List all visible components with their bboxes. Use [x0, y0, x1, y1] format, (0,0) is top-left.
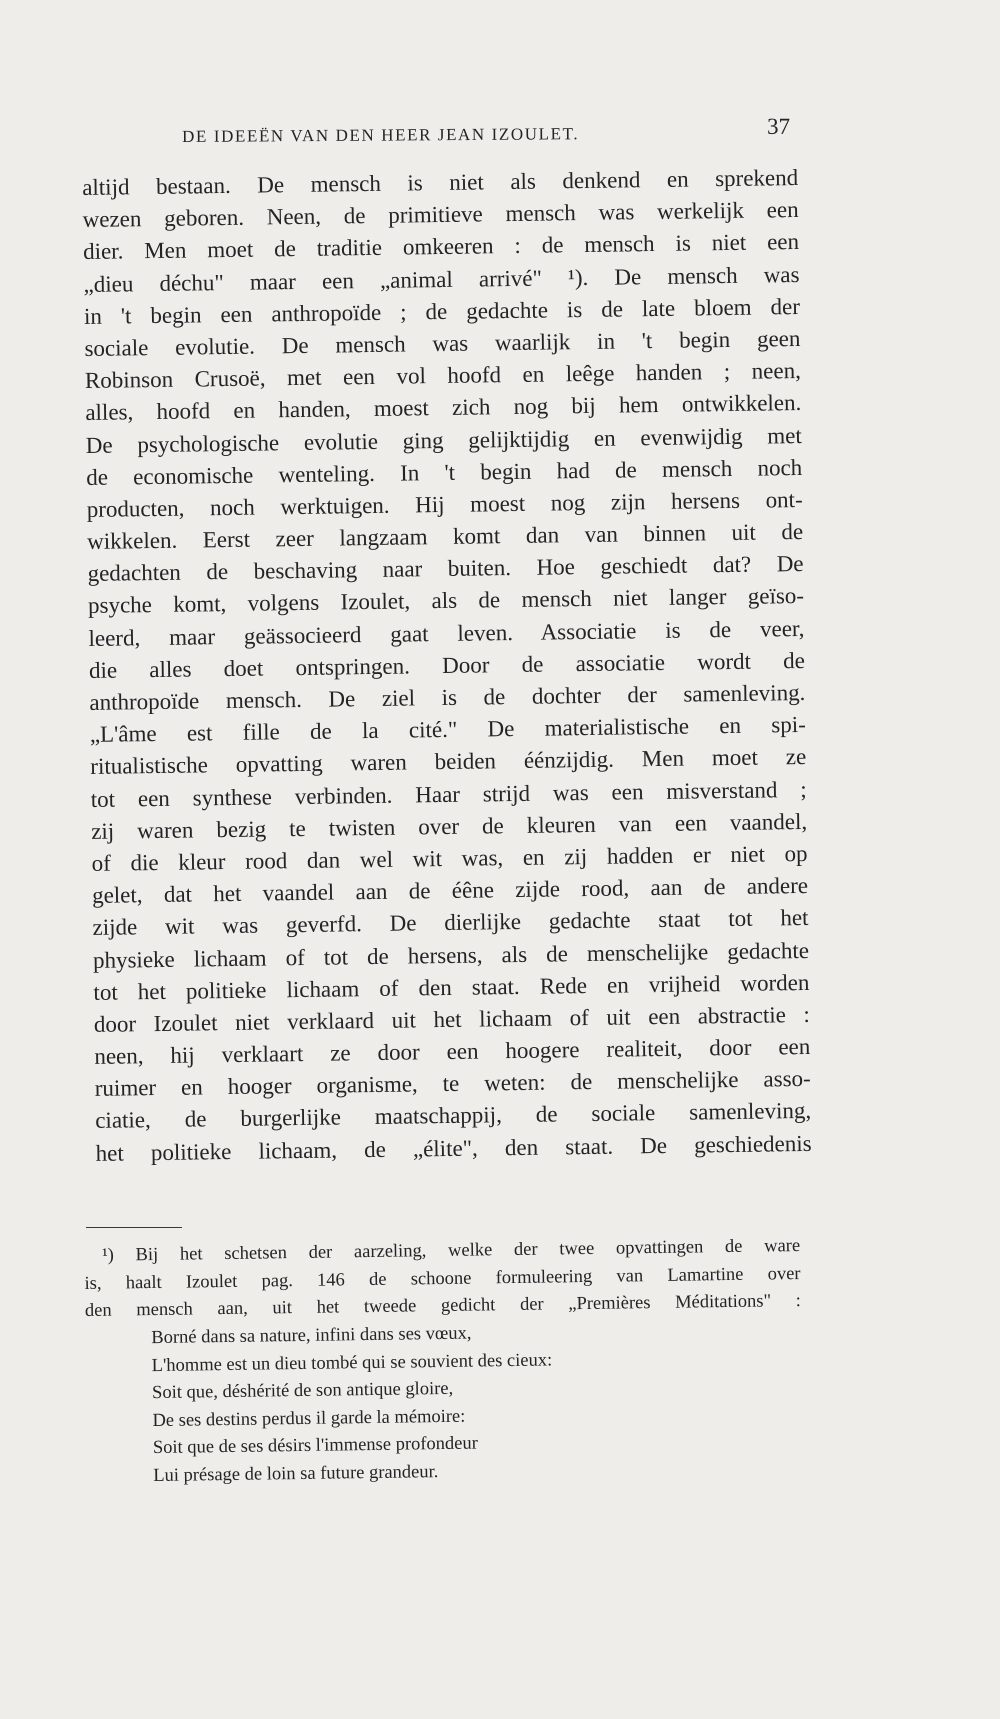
- body-line: producten, noch werktuigen. Hij moest nog zijn hersens ont-: [86, 486, 803, 522]
- body-line: tot het politieke lichaam of den staat. Rede en vrijheid worden: [93, 969, 810, 1005]
- body-line: Robinson Crusoë, met een vol hoofd en leêge handen ; neen,: [84, 358, 802, 394]
- body-line: ritualistische opvatting waren beiden éénzijdig. Men moet ze: [90, 744, 807, 780]
- poem-line: L'homme est un dieu tombé qui se souvient des cieux:: [151, 1350, 553, 1376]
- poem-line: Soit que de ses désirs l'immense profondeur: [152, 1433, 478, 1459]
- body-line: „dieu déchu" maar een „animal arrivé" ¹). De mensch was: [83, 261, 800, 297]
- body-line: zijde wit was geverfd. De dierlijke gedachte staat tot het: [92, 905, 809, 941]
- body-line: alles, hoofd en handen, moest zich nog bij hem ontwikkelen.: [85, 390, 802, 426]
- running-head: [182, 113, 791, 154]
- body-line: tot een synthese verbinden. Haar strijd was een misverstand ;: [90, 776, 807, 812]
- body-line: De psychologische evolutie ging gelijktijdig en evenwijdig met: [85, 422, 802, 458]
- body-text: [82, 162, 812, 1170]
- running-title: DE IDEEËN VAN DEN HEER JEAN IZOULET.: [182, 124, 580, 146]
- body-line: wikkelen. Eerst zeer langzaam komt dan van binnen uit de: [86, 519, 804, 555]
- body-line: door Izoulet niet verklaard uit het lichaam of uit een abstractie :: [93, 1001, 811, 1037]
- body-line: gelet, dat het vaandel aan de éêne zijde rood, aan de andere: [91, 873, 809, 909]
- body-line: wezen geboren. Neen, de primitieve mensch was werkelijk een: [82, 197, 799, 233]
- body-line: of die kleur rood dan wel wit was, en zij hadden er niet op: [91, 840, 808, 876]
- poem-line: Soit que, déshérité de son antique gloire,: [151, 1378, 454, 1404]
- body-line: psyche komt, volgens Izoulet, als de mensch niet langer geïso-: [87, 583, 805, 619]
- poem-line: Lui présage de loin sa future grandeur.: [153, 1461, 439, 1486]
- body-line: anthropoïde mensch. De ziel is de dochter der samenleving.: [89, 679, 806, 715]
- body-line: die alles doet ontspringen. Door de associatie wordt de: [88, 647, 806, 683]
- body-line: physieke lichaam of tot de hersens, als de menschelijke gedachte: [92, 937, 810, 973]
- body-line: het politieke lichaam, de „élite", den staat. De geschiedenis: [95, 1130, 812, 1166]
- body-line: neen, hij verklaart ze door een hoogere realiteit, door een: [94, 1033, 811, 1069]
- footnote-line: is, haalt Izoulet pag. 146 de schoone formuleering van Lamartine over: [84, 1263, 801, 1294]
- body-line: in 't begin een anthropoïde ; de gedachte is de late bloem der: [83, 293, 801, 329]
- body-line: leerd, maar geässocieerd gaat leven. Associatie is de veer,: [88, 615, 805, 651]
- body-line: de economische wenteling. In 't begin had de mensch noch: [86, 454, 803, 490]
- body-line: sociale evolutie. De mensch was waarlijk in 't begin geen: [84, 325, 801, 361]
- footnote-line: den mensch aan, uit het tweede gedicht der „Premières Méditations" :: [84, 1291, 802, 1322]
- body-line: ruimer en hooger organisme, te weten: de menschelijke asso-: [94, 1066, 811, 1102]
- footnote-divider: [86, 1227, 182, 1228]
- body-line: gedachten de beschaving naar buiten. Hoe geschiedt dat? De: [87, 551, 804, 587]
- quoted-poem: [151, 1316, 803, 1490]
- body-line: zij waren bezig te twisten over de kleuren van een vaandel,: [91, 808, 808, 844]
- footnote: [84, 1233, 803, 1491]
- poem-line: Borné dans sa nature, infini dans ses vœux,: [151, 1323, 472, 1349]
- footnote-line: ¹) Bij het schetsen der aarzeling, welke der twee opvattingen de ware: [102, 1236, 801, 1266]
- page-number: 37: [766, 113, 791, 139]
- body-line: „L'âme est fille de la cité." De materialistische en spi-: [89, 712, 806, 748]
- poem-line: De ses destins perdus il garde la mémoire:: [152, 1406, 466, 1431]
- body-line: altijd bestaan. De mensch is niet als denkend en sprekend: [82, 165, 799, 200]
- body-line: dier. Men moet de traditie omkeeren : de mensch is niet een: [82, 229, 800, 265]
- body-line: ciatie, de burgerlijke maatschappij, de sociale samenleving,: [95, 1098, 812, 1134]
